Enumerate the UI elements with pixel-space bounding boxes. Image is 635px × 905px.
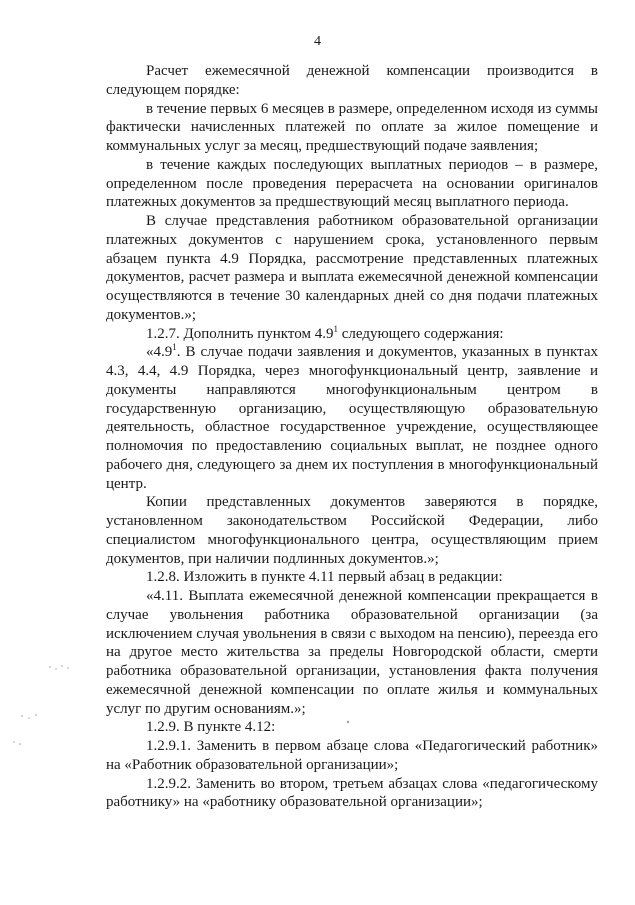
paragraph-clause-4-11: «4.11. Выплата ежемесячной денежной компенсации прекращается в случае увольнения работника образовательной организации (за исключением случая увольнения в связи с выходом на пенсию), переезда его на другое место жительства за пределы Новгородской области, смерти работника образовательной организации, установления факта получения ежемесячной денежной компенсации по оплате жилья и коммунальных услуг по другим основаниям.»; <box>106 588 598 717</box>
paragraph-document-copies: Копии представленных документов заверяются в порядке, установленном законодательством Российской Федерации, либо специалистом многофункционального центра, осуществляющим прием документов, при наличии подлинных документов.»; <box>106 494 598 567</box>
paragraph-amend-1-2-9: 1.2.9. В пункте 4.12: <box>146 719 276 736</box>
paragraph-compensation-order: Расчет ежемесячной денежной компенсации производится в следующем порядке: <box>106 63 598 98</box>
clause-4-9-1-text: . В случае подачи заявления и документов, указанных в пунктах 4.3, 4.4, 4.9 Порядка, через многофункциональный центр, заявление и документы направляются многофункциональным центром в государственную организацию, осуществляющую образовательную деятельность, областное государственное учреждение, осуществляющее полномочия по предоставлению социальных выплат, не позднее одного рабочего дня, следующего за днем их поступления в многофункциональный центр. <box>106 344 598 492</box>
page-number: 4 <box>314 34 321 49</box>
superscript-1: 1 <box>172 342 177 353</box>
paragraph-amend-1-2-9-1: 1.2.9.1. Заменить в первом абзаце слова «Педагогический работник» на «Работник образовательной организации»; <box>106 738 598 773</box>
paragraph-amend-1-2-9-2: 1.2.9.2. Заменить во втором, третьем абзацах слова «педагогическому работнику» на «работнику образовательной организации»; <box>106 775 598 811</box>
paragraph-first-six-months: в течение первых 6 месяцев в размере, определенном исходя из суммы фактически начисленных платежей по оплате за жилое помещение и коммунальных услуг за месяц, предшествующий подаче заявления; <box>106 100 599 154</box>
paragraph-amend-1-2-8: 1.2.8. Изложить в пункте 4.11 первый абзац в редакции: <box>146 569 503 586</box>
amend-1-2-7-text: 1.2.7. Дополнить пунктом 4.9 <box>146 325 334 342</box>
clause-4-9-1-number: «4.9 <box>146 344 173 361</box>
paragraph-late-documents: В случае представления работником образовательной организации платежных документов с нарушением срока, установленного первым абзацем пункта 4.9 Порядка, рассмотрение представленных платежных документов, расчет размера и выплата ежемесячной денежной компенсации осуществляются в течение 30 календарных дней со дня подачи платежных документов.»; <box>106 213 598 323</box>
paragraph-subsequent-periods: в течение каждых последующих выплатных периодов – в размере, определенном после проведения перерасчета на основании оригиналов платежных документов за предшествующий месяц выплатного периода. <box>106 156 598 211</box>
amend-1-2-7-text-end: следующего содержания: <box>337 325 504 342</box>
superscript-1: 1 <box>333 323 338 334</box>
